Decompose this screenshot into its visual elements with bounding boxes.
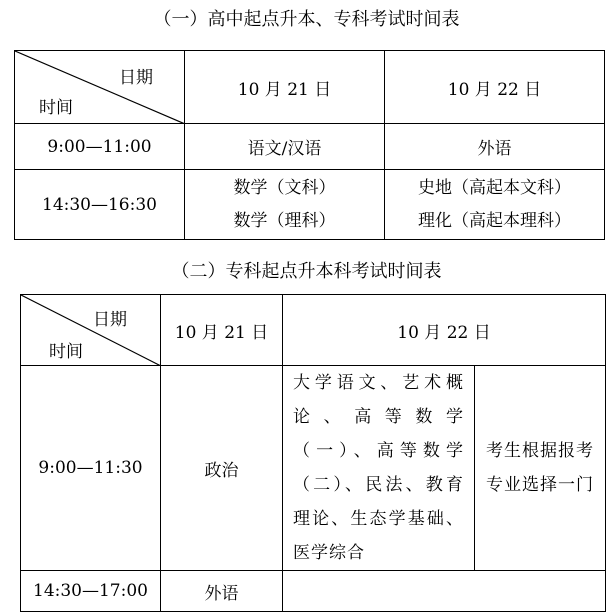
table-row xyxy=(21,366,606,571)
subject-cell: 政治 xyxy=(161,366,283,571)
note-cell xyxy=(475,366,606,571)
table1-header-row xyxy=(15,51,605,124)
time-cell: 14:30—16:30 xyxy=(15,170,185,240)
table-row xyxy=(15,124,605,170)
subject-line: 数学（理科） xyxy=(233,210,336,231)
table2-day2-header: 10 月 22 日 xyxy=(283,295,606,366)
table2-header-row xyxy=(21,295,606,366)
selection-note: 考生根据报考专业选择一门 xyxy=(486,441,594,495)
subject-cell: 外语 xyxy=(385,124,605,170)
exam-schedule-table-2 xyxy=(20,294,606,612)
corner-time-label: 时间 xyxy=(39,98,73,118)
time-cell: 9:00—11:30 xyxy=(21,366,161,571)
table1-corner-cell xyxy=(15,51,185,124)
exam-schedule-table-1 xyxy=(14,50,605,240)
subject-line: 理化（高起本理科） xyxy=(418,210,571,231)
subject-line: 数学（文科） xyxy=(233,177,336,198)
corner-date-label: 日期 xyxy=(93,310,127,330)
time-cell: 9:00—11:00 xyxy=(15,124,185,170)
subject-cell: 外语 xyxy=(161,571,283,612)
table-row xyxy=(15,170,605,240)
subject-cell: 语文/汉语 xyxy=(185,124,385,170)
subject-cell xyxy=(185,170,385,240)
diagonal-divider xyxy=(21,295,161,366)
subject-list: 大学语文、艺术概论、高等数学（一）、高等数学（二）、民法、教育理论、生态学基础、医学综合 xyxy=(293,373,464,563)
table2-title: （二）专科起点升本科考试时间表 xyxy=(171,261,442,282)
table2-corner-cell xyxy=(21,295,161,366)
table1-title: （一）高中起点升本、专科考试时间表 xyxy=(153,9,460,30)
table2-day1-header: 10 月 21 日 xyxy=(161,295,283,366)
subject-line: 史地（高起本文科） xyxy=(418,177,571,198)
subject-cell xyxy=(283,366,475,571)
table-row xyxy=(21,571,606,612)
time-cell: 14:30—17:00 xyxy=(21,571,161,612)
subject-cell xyxy=(385,170,605,240)
corner-time-label: 时间 xyxy=(49,342,83,362)
table1-day1-header: 10 月 21 日 xyxy=(185,51,385,124)
table1-day2-header: 10 月 22 日 xyxy=(385,51,605,124)
subject-cell xyxy=(283,571,606,612)
corner-date-label: 日期 xyxy=(119,68,153,88)
